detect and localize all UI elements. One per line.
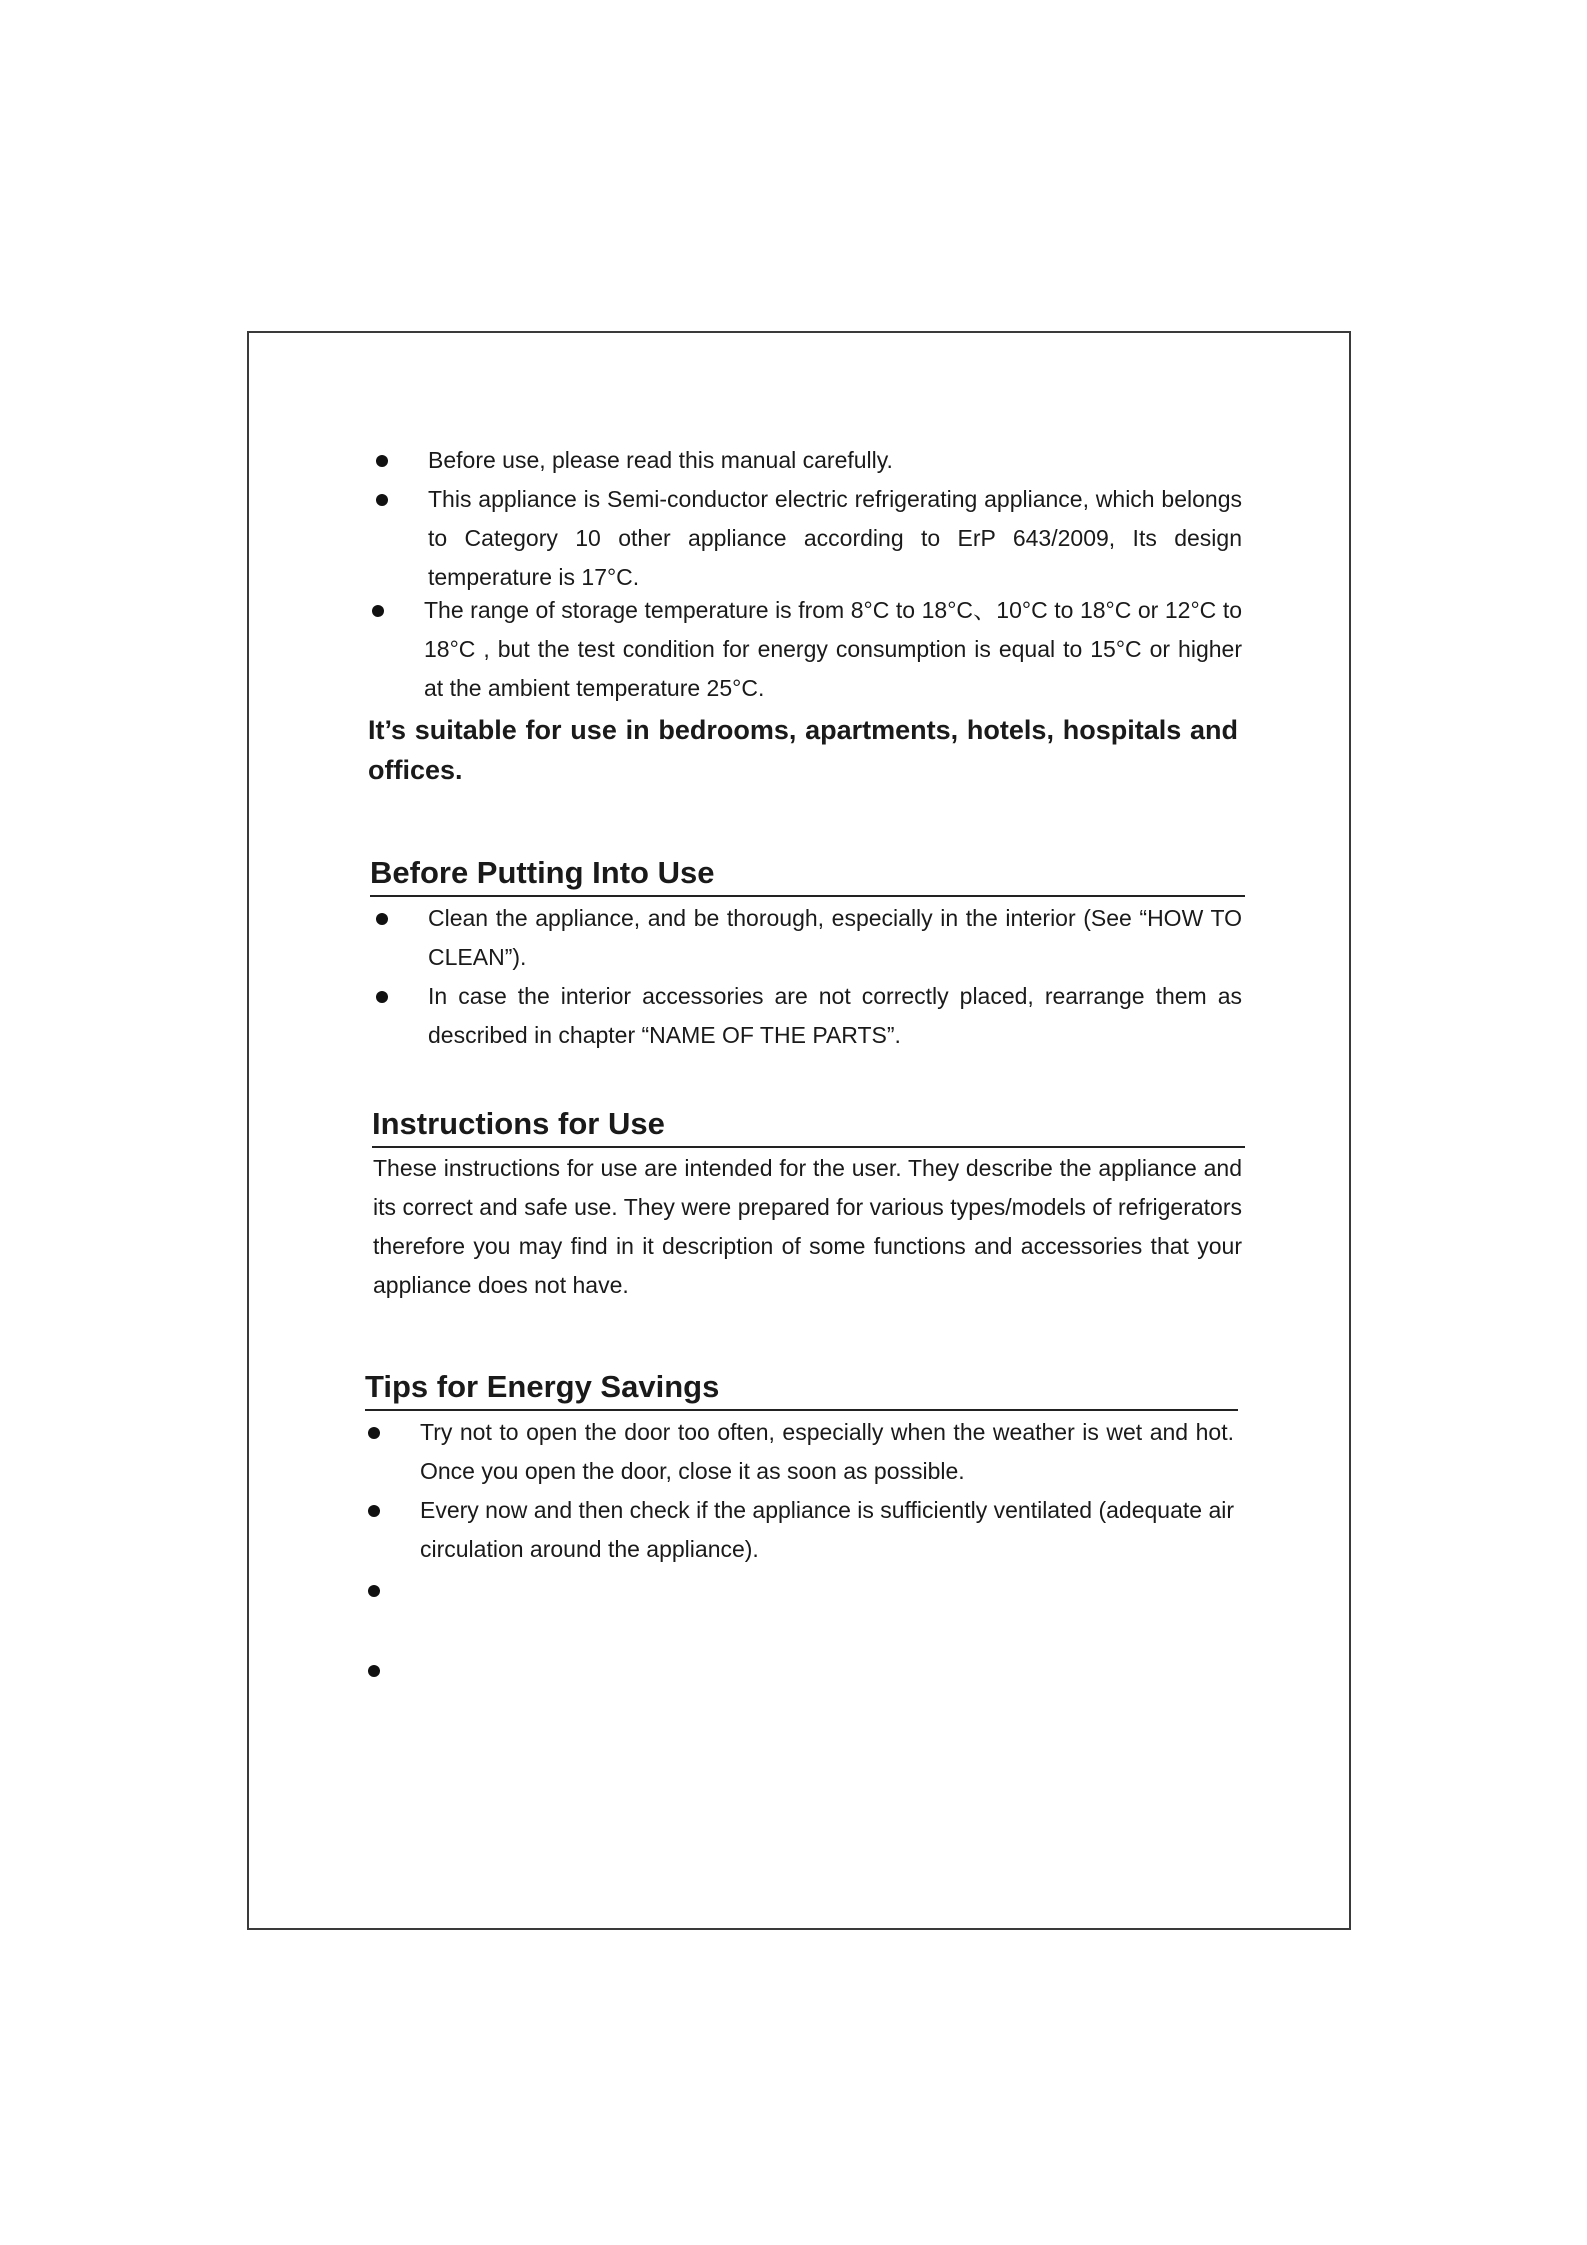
- list-item: [364, 1651, 1234, 1690]
- list-item: [364, 1491, 1234, 1569]
- list-item: [372, 899, 1242, 977]
- intro-item-text: Before use, please read this manual carefully.: [428, 447, 893, 473]
- list-item: [372, 591, 1242, 708]
- list-item: [372, 480, 1242, 597]
- bullet-icon: [368, 1427, 380, 1439]
- instructions-paragraph: These instructions for use are intended for the user. They describe the appliance and its correct and safe use. They were prepared for various types/models of refrigerators therefore you may find in it description of some functions and accessories that your appliance does not have.: [373, 1155, 1242, 1298]
- energy-item-text: Try not to open the door too often, especially when the weather is wet and hot. Once you open the door, close it as soon as possible.: [420, 1419, 1234, 1484]
- intro-item-text: The range of storage temperature is from 8°C to 18°C、10°C to 18°C or 12°C to 18°C , but the test condition for energy consumption is equal to 15°C or higher at the ambient temperature 25°C.: [424, 597, 1242, 701]
- bullet-icon: [368, 1505, 380, 1517]
- list-item: [364, 1413, 1234, 1491]
- instructions-heading: Instructions for Use: [372, 1104, 1245, 1148]
- energy-heading: Tips for Energy Savings: [365, 1367, 1238, 1411]
- bullet-icon: [376, 991, 388, 1003]
- bullet-icon: [368, 1585, 380, 1597]
- intro-item-text: This appliance is Semi-conductor electric refrigerating appliance, which belongs to Category 10 other appliance according to ErP 643/2009, Its design temperature is 17°C.: [428, 486, 1242, 590]
- energy-list: [364, 1413, 1234, 1690]
- before-putting-heading: Before Putting Into Use: [370, 853, 1245, 897]
- list-item: [372, 441, 1242, 480]
- suitable-note: It’s suitable for use in bedrooms, apartments, hotels, hospitals and offices.: [368, 715, 1238, 785]
- before-putting-list: [372, 899, 1242, 1055]
- bullet-icon: [376, 494, 388, 506]
- bullet-icon: [372, 605, 384, 617]
- bullet-icon: [376, 455, 388, 467]
- before-putting-item-text: In case the interior accessories are not correctly placed, rearrange them as described in chapter “NAME OF THE PARTS”.: [428, 983, 1242, 1048]
- before-putting-item-text: Clean the appliance, and be thorough, especially in the interior (See “HOW TO CLEAN”).: [428, 905, 1242, 970]
- bullet-icon: [368, 1665, 380, 1677]
- bullet-icon: [376, 913, 388, 925]
- intro-list: [372, 441, 1242, 708]
- list-item: [372, 977, 1242, 1055]
- list-item: [364, 1571, 1234, 1610]
- energy-item-text: Every now and then check if the appliance is sufficiently ventilated (adequate air circulation around the appliance).: [420, 1497, 1235, 1562]
